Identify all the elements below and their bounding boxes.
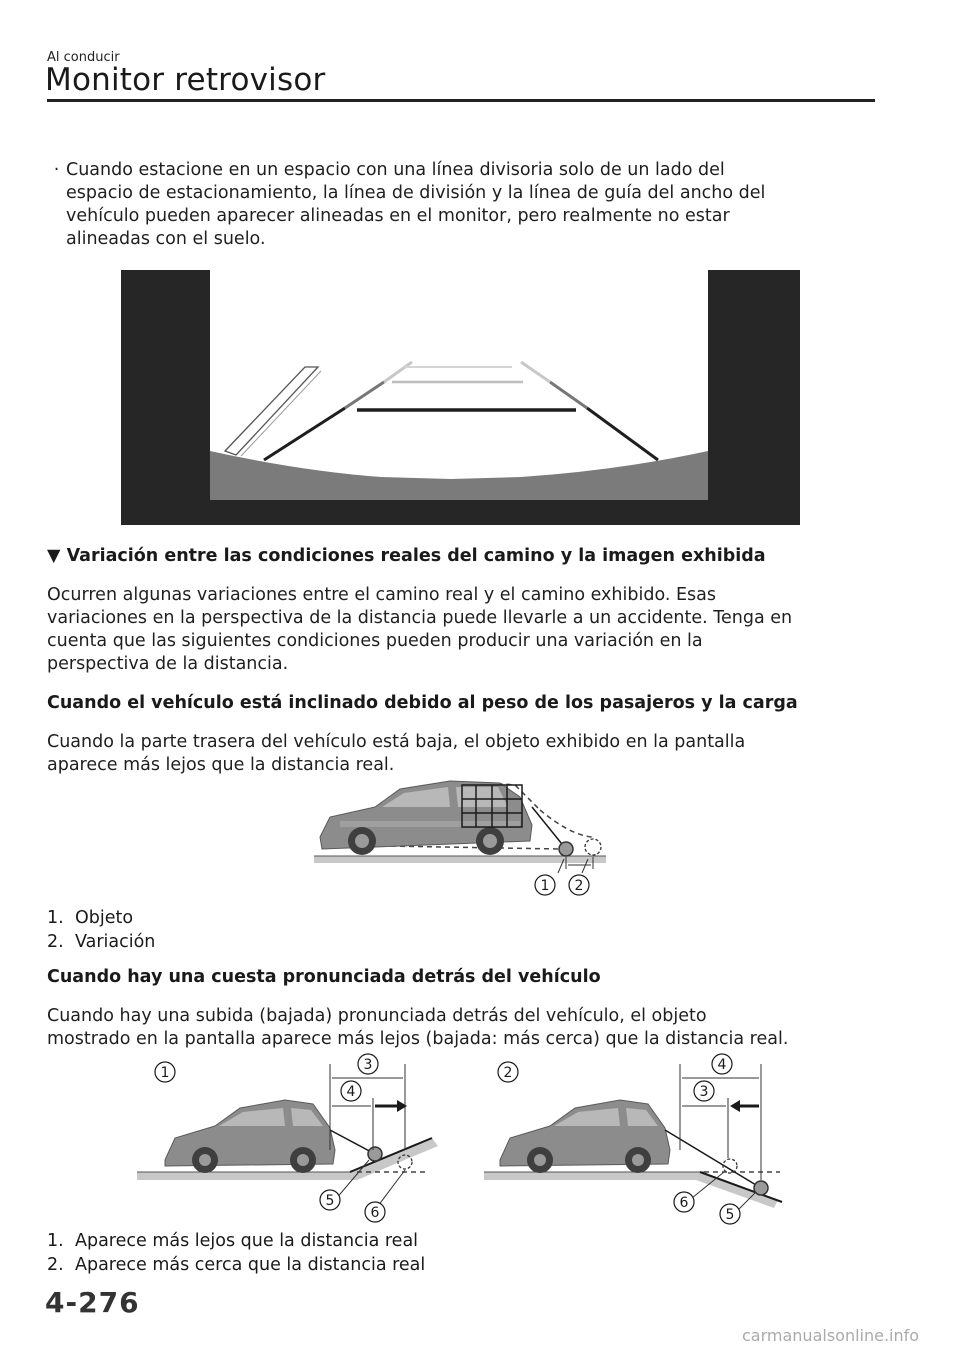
- legend-item: [47, 906, 133, 930]
- callout-2: 2: [503, 1065, 513, 1081]
- legend-item: [47, 1229, 418, 1253]
- slope-paragraph: [47, 1005, 877, 1051]
- callout-5: 5: [725, 1207, 735, 1223]
- callout-4: 4: [717, 1057, 727, 1073]
- callout-5: 5: [325, 1193, 335, 1209]
- callout-3: 3: [363, 1057, 373, 1073]
- variation-heading: [47, 545, 766, 568]
- intro-line: perspectiva de la distancia.: [47, 654, 289, 674]
- slope-line: Cuando hay una subida (bajada) pronunciada detrás del vehículo, el objeto: [47, 1006, 707, 1026]
- intro-line: variaciones en la perspectiva de la distancia puede llevarle a un accidente. Tenga en: [47, 608, 793, 628]
- triangle-down-icon: ▼: [47, 546, 61, 566]
- intro-line: cuenta que las siguientes condiciones pueden producir una variación en la: [47, 631, 703, 651]
- slope-heading: Cuando hay una cuesta pronunciada detrás del vehículo: [47, 967, 601, 987]
- callout-1: 1: [160, 1065, 170, 1081]
- callout-1: 1: [540, 878, 550, 894]
- legend-text: Aparece más lejos que la distancia real: [75, 1231, 419, 1251]
- callout-6: 6: [679, 1195, 689, 1211]
- section-label: Al conducir: [47, 50, 120, 65]
- legend-number: 1.: [47, 908, 64, 928]
- bullet-line: alineadas con el suelo.: [66, 229, 266, 249]
- slope-line: mostrado en la pantalla aparece más lejos (bajada: más cerca) que la distancia real.: [47, 1029, 789, 1049]
- legend-item: [47, 930, 155, 954]
- callout-3: 3: [699, 1084, 709, 1100]
- bullet-paragraph: [47, 159, 847, 251]
- intro-line: Ocurren algunas variaciones entre el camino real y el camino exhibido. Esas: [47, 585, 716, 605]
- bullet-line: espacio de estacionamiento, la línea de división y la línea de guía del ancho del: [66, 183, 766, 203]
- inclined-line: aparece más lejos que la distancia real.: [47, 755, 395, 775]
- inclined-line: Cuando la parte trasera del vehículo está baja, el objeto exhibido en la pantalla: [47, 732, 746, 752]
- bullet-line: Cuando estacione en un espacio con una línea divisoria solo de un lado del: [66, 160, 725, 180]
- title-divider: [47, 99, 875, 102]
- monitor-screen-illustration: [121, 270, 800, 525]
- page-title: Monitor retrovisor: [45, 62, 326, 98]
- legend-text: Aparece más cerca que la distancia real: [75, 1255, 426, 1275]
- uphill-slope-diagram: [135, 1050, 450, 1225]
- watermark: carmanualsonline.info: [742, 1326, 920, 1345]
- variation-heading-text: Variación entre las condiciones reales del camino y la imagen exhibida: [66, 546, 766, 566]
- legend-text: Objeto: [75, 908, 134, 928]
- callout-2: 2: [574, 878, 584, 894]
- legend-number: 1.: [47, 1231, 64, 1251]
- inclined-vehicle-diagram: [300, 775, 620, 905]
- inclined-paragraph: [47, 731, 877, 777]
- bullet-line: vehículo pueden aparecer alineadas en el monitor, pero realmente no estar: [66, 206, 730, 226]
- legend-number: 2.: [47, 1255, 64, 1275]
- downhill-slope-diagram: [478, 1050, 798, 1225]
- variation-intro: [47, 584, 877, 676]
- callout-4: 4: [346, 1084, 356, 1100]
- callout-6: 6: [370, 1205, 380, 1221]
- bullet-marker: ·: [53, 160, 60, 180]
- inclined-heading: Cuando el vehículo está inclinado debido al peso de los pasajeros y la carga: [47, 693, 798, 713]
- page-number: 4-276: [45, 1286, 140, 1319]
- legend-text: Variación: [75, 932, 156, 952]
- legend-number: 2.: [47, 932, 64, 952]
- legend-item: [47, 1253, 425, 1277]
